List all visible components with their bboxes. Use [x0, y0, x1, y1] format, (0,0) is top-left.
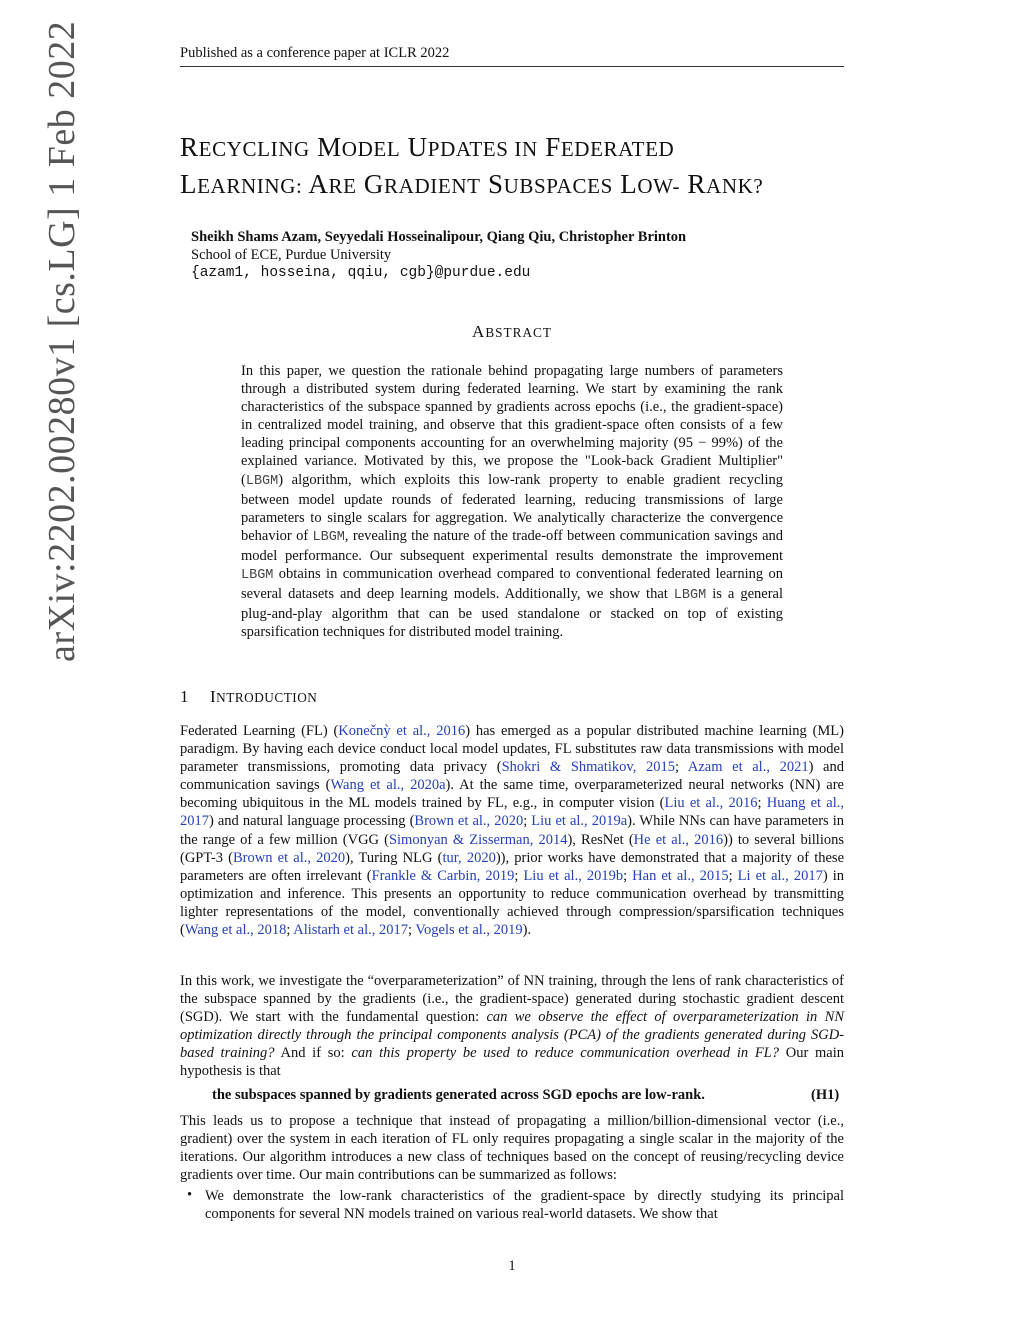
text-run: ;: [523, 813, 532, 830]
title-word: [620, 169, 680, 199]
text-run: obtains in communication overhead compared to conventional federated learning on several datasets and deep learning models. Additionally, we show that: [241, 566, 783, 603]
title-word: [364, 169, 481, 199]
title-word-cap: A: [308, 169, 329, 199]
citation-link[interactable]: Konečnỳ et al., 2016: [338, 723, 466, 739]
abstract-body: [241, 362, 783, 641]
running-header: Published as a conference paper at ICLR 2022: [180, 44, 844, 67]
abstract-heading-cap: A: [472, 322, 486, 341]
title-word: [180, 169, 302, 199]
citation-link[interactable]: He et al., 2016: [633, 831, 724, 848]
text-run: ).: [522, 922, 532, 939]
italic-question: can we observe the effect of overparameterization in NN optimization directly through the principal components analysis (PCA) of the gradients generated during SGD-based training?: [180, 1009, 844, 1062]
text-run: ;: [623, 867, 633, 884]
arxiv-identifier: arXiv:2202.00280v1 [cs.LG] 1 Feb 2022: [41, 20, 83, 662]
affiliation: School of ECE, Purdue University: [191, 247, 392, 263]
citation-link[interactable]: tur, 2020: [442, 849, 496, 866]
citation-link[interactable]: Azam et al., 2021: [687, 759, 809, 776]
text-run: ), Turing NLG (: [345, 849, 443, 866]
title-word-rest: EARNING:: [197, 174, 303, 198]
title-line-1: [180, 130, 844, 167]
title-line-2: [180, 167, 844, 204]
citation-link[interactable]: Wang et al., 2018: [184, 922, 287, 939]
title-word: [545, 132, 674, 162]
text-run: ;: [728, 867, 738, 884]
title-word-rest: ODEL: [341, 137, 401, 161]
text-run: Federated Learning (FL) (: [180, 723, 339, 739]
text-run: ;: [408, 922, 416, 939]
title-word-rest: PDATES IN: [427, 137, 538, 161]
text-run: ;: [286, 922, 294, 939]
title-word-cap: G: [363, 169, 385, 199]
text-run: ) and natural language processing (: [209, 813, 415, 830]
title-word-rest: UBSPACES: [503, 174, 613, 198]
intro-paragraph-1: [180, 722, 844, 939]
title-word-cap: S: [487, 169, 504, 199]
title-word-rest: EDERATED: [560, 137, 675, 161]
citation-link[interactable]: Brown et al., 2020: [414, 813, 524, 830]
title-word-rest: ECYCLING: [198, 137, 310, 161]
citation-link[interactable]: Liu et al., 2019a: [531, 813, 628, 830]
citation-link[interactable]: Wang et al., 2020a: [330, 777, 446, 794]
section-number: 1: [180, 687, 189, 706]
text-run: , revealing the nature of the trade-off between communication savings and model performance. Our subsequent experimental results demonstrate the improvement: [241, 527, 784, 564]
contribution-bullet-1: We demonstrate the low-rank characteristics of the gradient-space by directly studying its principal components for several NN models trained on various real-world datasets. We show that: [205, 1188, 844, 1223]
title-word-cap: M: [317, 132, 342, 162]
title-word-cap: L: [180, 169, 198, 199]
title-word: [317, 132, 400, 162]
title-word-rest: RADIENT: [384, 174, 481, 198]
title-word: [687, 169, 763, 199]
title-word-cap: U: [407, 132, 428, 162]
section-title-cap: I: [210, 687, 217, 706]
text-run: ) has emerged as a popular distributed machine learning (ML) paradigm. By having each device conduct local model updates, FL substitutes raw data transmissions with model parameter transmissions, promoting data privacy (: [180, 723, 844, 776]
title-word-cap: F: [545, 132, 561, 162]
title-word: [408, 132, 538, 162]
text-run: In this paper, we question the rationale behind propagating large numbers of parameters through a distributed system during federated learning. We start by examining the rank characteristics of the subspace spanned by gradients across epochs (i.e., the gradient-space) in centralized model training, and observe that this gradient-space often consists of a few leading principal components accounting for an overwhelming majority (95 − 99%) of the explained variance. Motivated by this, we propose the "Look-back Gradient Multiplier" (: [241, 363, 783, 488]
text-run: is a general plug-and-play algorithm that can be used standalone or stacked on top of existing sparsification techniques for distributed model training.: [241, 586, 783, 641]
text-run: ) in optimization and inference. This presents an opportunity to reduce communication overhead by transmitting lighter representations of the model, conventionally achieved through compression/sparsification techniques (: [180, 867, 844, 939]
author-emails: {azam1, hosseina, qqiu, cgb}@purdue.edu: [191, 265, 531, 281]
text-run: ;: [514, 867, 524, 884]
paper-title: [180, 130, 844, 204]
hypothesis-tag: (H1): [811, 1087, 840, 1103]
citation-link[interactable]: Alistarh et al., 2017: [293, 922, 408, 939]
citation-link[interactable]: Vogels et al., 2019: [415, 922, 523, 939]
bullet-marker: •: [187, 1187, 193, 1203]
hypothesis-statement: the subspaces spanned by gradients generated across SGD epochs are low-rank.: [212, 1087, 705, 1103]
text-run: ) algorithm, which exploits this low-rank property to enable gradient recycling between model update rounds of federated learning, reducing transmissions of large parameters to single scalars for aggregation. We analytically characterize the convergence behavior of: [241, 471, 783, 544]
citation-link[interactable]: Liu et al., 2019b: [523, 867, 624, 884]
title-word-cap: R: [687, 169, 707, 199]
section-title-rest: NTRODUCTION: [216, 690, 318, 705]
title-word-rest: ANK?: [706, 174, 764, 198]
italic-question: can this property be used to reduce communication overhead in FL?: [351, 1045, 779, 1062]
citation-link[interactable]: Brown et al., 2020: [232, 849, 346, 866]
citation-link[interactable]: Shokri & Shmatikov, 2015: [501, 759, 675, 776]
intro-paragraph-2: [180, 972, 844, 1081]
text-run: ;: [675, 759, 688, 776]
citation-link[interactable]: Frankle & Carbin, 2019: [371, 867, 515, 884]
text-run: ). While NNs can have parameters in the range of a few million (VGG (: [180, 813, 845, 848]
text-run: In this work, we investigate the “overparameterization” of NN training, through the lens of rank characteristics of the subspace spanned by the gradients (i.e., the gradient-space) generated during stochastic gradient descent (SGD). We start with the fundamental question:: [180, 973, 844, 1026]
title-word-cap: R: [180, 132, 199, 162]
citation-link[interactable]: Han et al., 2015: [632, 867, 729, 884]
text-run: ;: [757, 795, 767, 812]
abstract-heading: [0, 322, 1024, 342]
text-run: )), prior works have demonstrated that a majority of these parameters are often irrelevant (: [180, 849, 845, 884]
intro-paragraph-3: This leads us to propose a technique that instead of propagating a million/billion-dimensional vector (i.e., gradient) over the system in each iteration of FL only requires propagating a single scalar in the majority of the iterations. Our algorithm introduces a new class of techniques based on the concept of reusing/recycling device gradients over time. Our main contributions can be summarized as follows:: [180, 1113, 844, 1184]
section-heading-introduction: [180, 687, 317, 707]
title-word: [180, 132, 310, 162]
citation-link[interactable]: Liu et al., 2016: [664, 795, 758, 812]
title-word-cap: L: [620, 169, 638, 199]
page-number: 1: [508, 1258, 516, 1274]
algorithm-name: LBGM: [312, 529, 345, 545]
text-run: ) and communication savings (: [180, 759, 844, 794]
author-list: Sheikh Shams Azam, Seyyedali Hosseinalipour, Qiang Qiu, Christopher Brinton: [191, 229, 687, 245]
algorithm-name: LBGM: [673, 588, 707, 604]
algorithm-name: LBGM: [241, 568, 274, 584]
title-word: [488, 169, 613, 199]
text-run: )) to several billions (GPT-3 (: [180, 831, 844, 866]
algorithm-name: LBGM: [245, 473, 279, 489]
citation-link[interactable]: Li et al., 2017: [737, 867, 823, 884]
text-run: Our main hypothesis is that: [180, 1045, 845, 1080]
title-word-rest: OW-: [637, 174, 681, 198]
text-run: ), ResNet (: [567, 831, 634, 848]
abstract-heading-rest: BSTRACT: [485, 325, 552, 340]
title-word-rest: RE: [328, 174, 357, 198]
text-run: And if so:: [274, 1045, 352, 1062]
title-word: [308, 169, 356, 199]
text-run: ). At the same time, overparameterized neural networks (NN) are becoming ubiquitous in the ML models trained by FL, e.g., in computer vision (: [180, 777, 844, 812]
citation-link[interactable]: Simonyan & Zisserman, 2014: [388, 831, 568, 848]
citation-link[interactable]: Huang et al., 2017: [180, 795, 844, 830]
